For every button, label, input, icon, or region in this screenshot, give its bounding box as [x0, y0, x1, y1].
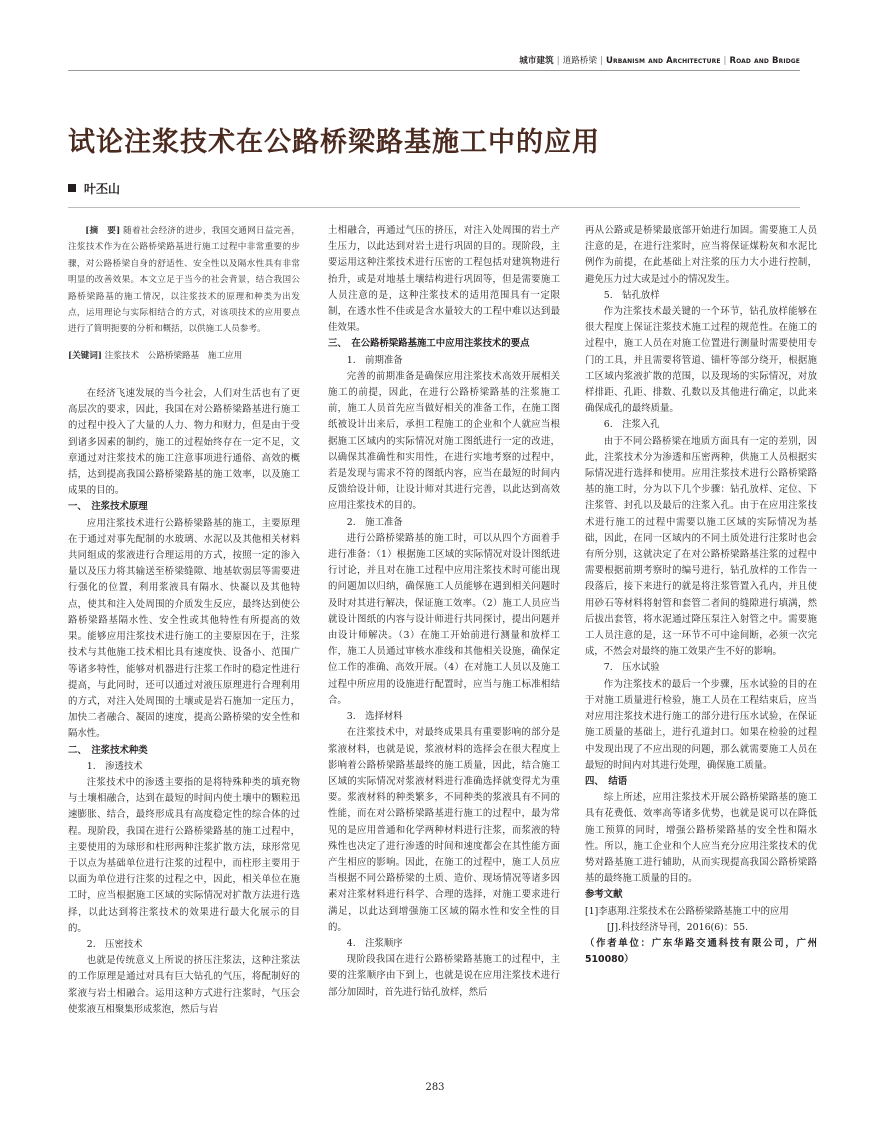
paragraph: 作为注浆技术最关键的一个环节，钻孔放样能够在很大程度上保证注浆技术施工过程的规范性。在施工的过程中，施工人员在对施工位置进行测量时需要使用专门的工具，并且需要将管道、锚杆等部分绕开，根据施工区域内浆液扩散的范围，以及现场的实际情况，对放样排距、孔距、排数、孔数以及其他进行确定，以此来确保成孔的最终质量。 — [585, 306, 817, 415]
page-number: 283 — [425, 1082, 445, 1093]
paragraph: 注浆技术中的渗透主要指的是将特殊种类的填充物与土壤相融合，达到在最短的时间内使土壤中的颗粒迅速膨胀、结合，最终形成具有高度稳定性的综合体的过程。现阶段，我国在进行公路桥梁路基的施工过程中，主要使用的为球形和柱形两种注浆扩散方法，球形常见于以点为基础单位进行注浆的过程中，而柱形主要用于以面为单位进行注浆的过程之中，因此，相关单位在施工时，应当根据施工区域的实际情况对扩散方法进行选择，以此达到将注浆技术的效果进行最大化展示的目的。 — [68, 776, 300, 934]
keywords-text: 注浆技术 公路桥梁路基 施工应用 — [104, 350, 243, 361]
subsection-heading: 2. 施工准备 — [346, 516, 403, 528]
section-heading: 四、 结语 — [585, 775, 628, 787]
subsection-heading: 4. 注浆顺序 — [346, 937, 403, 949]
column-2 — [328, 223, 560, 1001]
paragraph: 土相融合，再通过气压的挤压，对注入处周围的岩土产生压力，以此达到对岩土进行巩固的目的。现阶段，主要运用这种注浆技术进行压密的工程包括对建筑物进行抬升，或是对地基土壤结构进行巩固等，但是需要施工人员注意的是，这种注浆技术的适用范围具有一定限制，在透水性不佳或是含水量较大的工程中难以达到最佳效果。 — [328, 225, 560, 334]
header-subsection: 道路桥梁 — [562, 56, 598, 66]
references-heading: 参考文献 — [585, 889, 623, 901]
header-rule — [68, 70, 800, 71]
section-heading: 一、 注浆技术原理 — [68, 501, 148, 513]
column-1 — [68, 223, 300, 1018]
abstract-text: 随着社会经济的进步，我国交通网日益完善，注浆技术作为在公路桥梁路基进行施工过程中非常重要的步骤，对公路桥梁自身的舒适性、安全性以及隔水性具有非常明显的改善效果。本文立足于当今的社会背景，结合我国公路桥梁路基的施工情况，以注浆技术的原理和种类为出发点，运用理论与实际相结合的方式，对该项技术的应用要点进行了简明扼要的分析和概括，以供施工人员参考。 — [68, 226, 300, 335]
subsection-heading: 7. 压水试验 — [603, 662, 660, 674]
subsection-heading: 1. 前期准备 — [346, 354, 403, 366]
header-en-section: Urbanism and Architecture — [606, 56, 721, 66]
paragraph: 现阶段我国在进行公路桥梁路基施工的过程中，主要的注浆顺序由下到上，也就是说在应用注浆技术进行部分加固时，首先进行钻孔放样，然后 — [328, 954, 560, 998]
subsection-heading: 2. 压密技术 — [86, 938, 143, 950]
header-section: 城市建筑 — [519, 56, 554, 66]
paragraph: 应用注浆技术进行公路桥梁路基的施工，主要原理在于通过对事先配制的水玻璃、水泥以及其他相关材料共同组成的浆液进行合理运用的方式，按照一定的渗入量以及压力将其输送至桥梁缝隙、地基软弱层等需要进行强化的位置，利用浆液具有隔水、快凝以及其他特点，使其和注入处周围的介质发生反应，最终达到使公路桥梁路基隔水性、安全性或其他特性有所提高的效果。能够应用注浆技术进行施工的主要原因在于，注浆技术与其他施工技术相比具有速度快、设备小、范围广等诸多特性，能够对机器进行注浆工作时的稳定性进行提高，与此同时，还可以通过对液压原理进行合理利用的方式，对注入处周围的土壤或是岩石施加一定压力，加快二者融合、凝固的速度，提高公路桥梁的安全性和隔水性。 — [68, 517, 300, 740]
section-heading: 三、 在公路桥梁路基施工中应用注浆技术的要点 — [328, 338, 530, 350]
paragraph: 由于不同公路桥梁在地质方面具有一定的差别，因此，注浆技术分为渗透和压密两种，供施工人员根据实际情况进行选择和使用。应用注浆技术进行公路桥梁路基的施工时，分为以下几个步骤：钻孔放样、定位、下注浆管、封孔以及最后的注浆入孔。由于在应用注浆技术进行施工的过程中需要以施工区域的实际情况为基础，因此，在同一区域内的不同土质处进行注浆时也会有所分别，这就决定了在对公路桥梁路基注浆的过程中需要根据前期考察时的编号进行，钻孔放样的工作告一段落后，接下来进行的就是将注浆管置入孔内，并且使用砂石等材料将射管和套管二者间的缝隙进行填满，然后拔出套管，将水泥通过降压泵注入射管之中。需要施工人员注意的是，这一环节不可中途间断，必须一次完成，不然会对最终的施工效果产生不好的影响。 — [585, 435, 817, 658]
header-en-subsection: Road and Bridge — [729, 56, 800, 66]
keywords-label: [关键词] — [68, 350, 102, 361]
paragraph: 作为注浆技术的最后一个步骤，压水试验的目的在于对施工质量进行检验，施工人员在工程结束后，应当对应用注浆技术进行施工的部分进行压水试验，在保证施工质量的基础上，进行孔道封口。如果在检验的过程中发现出现了不应出现的问题，那么就需要施工人员在最短的时间内对其进行处理，确保施工质量。 — [585, 678, 817, 771]
abstract-label: [摘 要] — [85, 226, 121, 236]
author-rule — [68, 207, 800, 208]
paragraph: 在注浆技术中，对最终成果具有重要影响的部分是浆液材料，也就是说，浆液材料的选择会在很大程度上影响着公路桥梁路基最终的施工质量，因此，结合施工区域的实际情况对浆液材料进行准确选择就变得尤为重要。浆液材料的种类繁多，不同种类的浆液具有不同的性能，而在对公路桥梁路基进行施工的过程中，最为常见的是应用普通和化学两种材料进行注浆，而浆液的特殊性也决定了进行渗透的时间和速度都会在其性能方面产生相应的影响。因此，在施工的过程中，施工人员应当根据不同公路桥梁的土质、造价、现场情况等诸多因素对注浆材料进行科学、合理的选择，对施工要求进行满足，以此达到增强施工区域的隔水性和安全性的目的。 — [328, 727, 560, 933]
subsection-heading: 3. 选择材料 — [346, 711, 403, 723]
subsection-heading: 5. 钻孔放样 — [603, 289, 660, 301]
article-title: 试论注浆技术在公路桥梁路基施工中的应用 — [68, 127, 600, 158]
author-square-icon — [68, 184, 76, 192]
paragraph: 综上所述，应用注浆技术开展公路桥梁路基的施工具有花费低、效率高等诸多优势，也就是说可以在降低施工预算的同时，增强公路桥梁路基的安全性和隔水性。所以，施工企业和个人应当充分应用注浆技术的优势对路基施工进行辅助，从而实现提高我国公路桥梁路基的最终施工质量的目的。 — [585, 792, 817, 885]
subsection-heading: 1. 渗透技术 — [86, 760, 143, 772]
section-heading: 二、 注浆技术种类 — [68, 744, 148, 756]
subsection-heading: 6. 注浆入孔 — [603, 419, 660, 431]
paragraph: 进行公路桥梁路基的施工时，可以从四个方面着手进行准备：（1）根据施工区域的实际情况对设计图纸进行讨论，并且对在施工过程中应用注浆技术时可能出现的问题加以归纳，确保施工人员能够在遇到相关问题时及时对其进行解决，保证施工效率。（2）施工人员应当就设计图纸的内容与设计师进行共同探讨，提出问题并由设计师解决。（3）在施工开始前进行测量和放样工作，施工人员通过审核水准线和其他相关设施，确保定位工作的准确、高效开展。（4）在对施工人员以及施工过程中所应用的设施进行配置时，应当与施工标准相结合。 — [328, 532, 560, 706]
reference-item-cont: [J].科技经济导刊，2016(6)：55. — [607, 921, 749, 933]
author-name: 叶丕山 — [84, 182, 121, 196]
intro-paragraph: 在经济飞速发展的当今社会，人们对生活也有了更高层次的要求，因此，我国在对公路桥梁路基进行施工的过程中投入了大量的人力、物力和财力，但是由于受到诸多因素的制约，施工的过程始终存在一定不足，文章通过对注浆技术的施工注意事项进行通俗、高效的概括，达到提高我国公路桥梁路基的施工效率，以及施工成果的目的。 — [68, 388, 300, 497]
running-header: 城市建筑 | 道路桥梁 | Urbanism and Architecture | Road and Bridge — [519, 56, 800, 66]
paragraph: 再从公路或是桥梁最底部开始进行加固。需要施工人员注意的是，在进行注浆时，应当将保证煤粉灰和水泥比例作为前提，在此基础上对注浆的压力大小进行控制，避免压力过大或是过小的情况发生。 — [585, 225, 817, 285]
keywords — [68, 348, 300, 364]
author-line — [68, 180, 120, 197]
reference-item: [1]李惠翔.注浆技术在公路桥梁路基施工中的应用 — [585, 905, 789, 917]
paragraph: 也就是传统意义上所说的挤压注浆法，这种注浆法的工作原理是通过对具有巨大钻孔的气压，将配制好的浆液与岩土相融合。运用这种方式进行注浆时，气压会使浆液互相聚集形成浆泡，然后与岩 — [68, 955, 300, 1015]
column-3 — [585, 223, 817, 968]
abstract — [68, 223, 300, 338]
paragraph: 完善的前期准备是确保应用注浆技术高效开展相关施工的前提，因此，在进行公路桥梁路基的注浆施工前，施工人员首先应当做好相关的准备工作，在施工图纸被设计出来后，承担工程施工的企业和个人就应当根据施工区域内的实际情况对施工图纸进行一定的改进，以确保其准确性和实用性，在进行实地考察的过程中，若是发现与需求不符的图纸内容，应当在最短的时间内反馈给设计师，让设计师对其进行完善，以此达到高效应用注浆技术的目的。 — [328, 370, 560, 512]
author-affiliation: （作者单位：广东华路交通科技有限公司，广州 510080） — [585, 937, 817, 966]
